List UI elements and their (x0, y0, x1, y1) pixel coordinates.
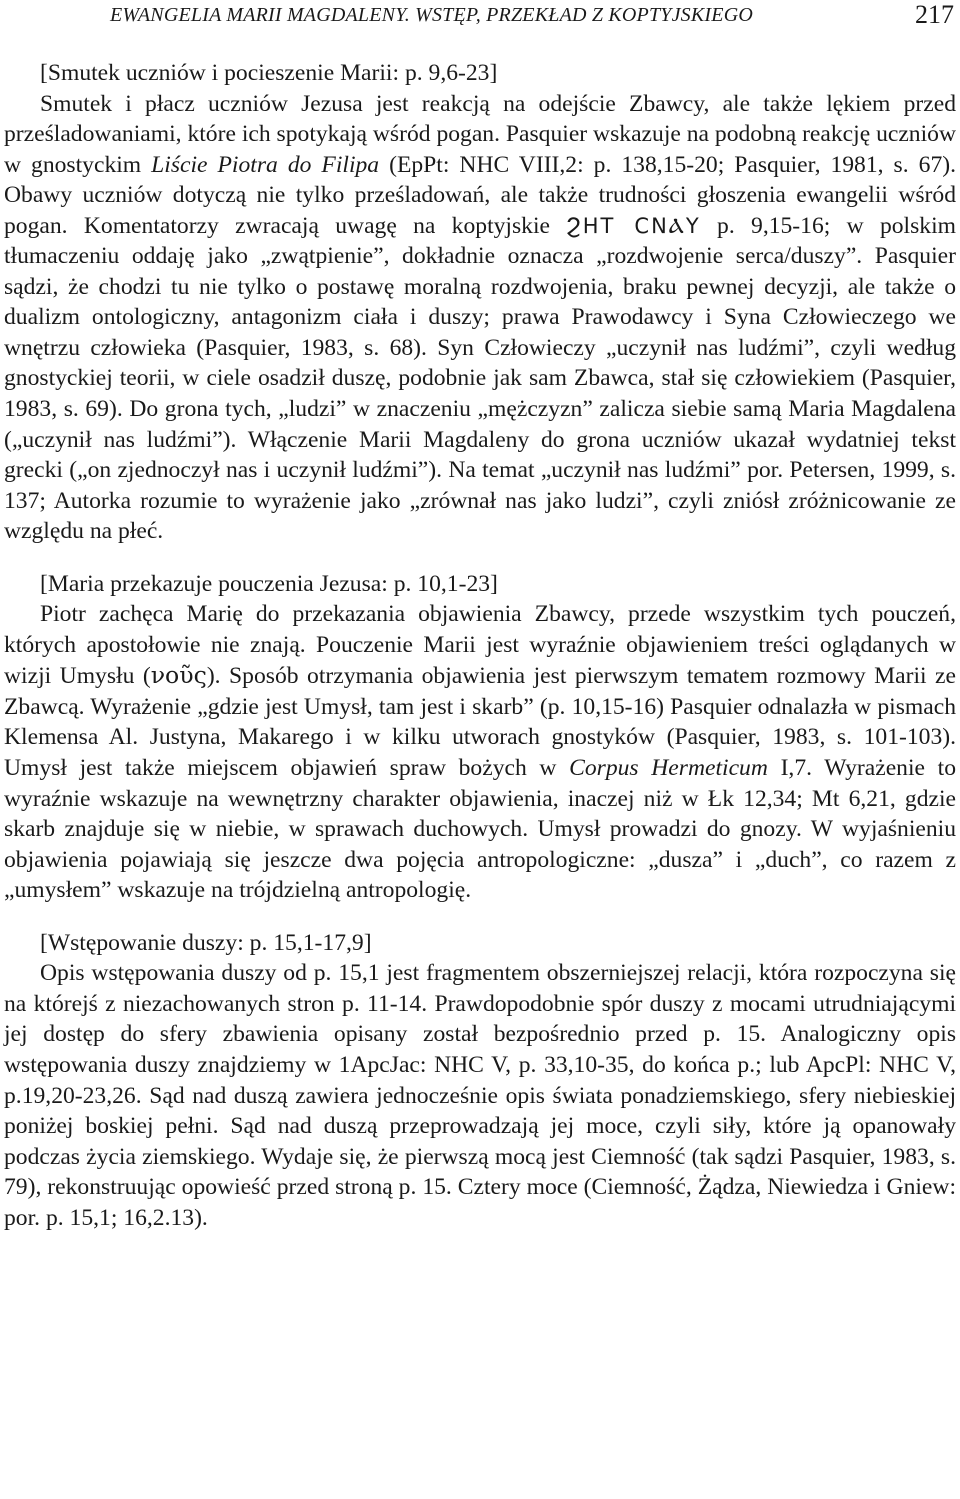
italic-title: Liście Piotra do Filipa (151, 151, 380, 178)
page-body (4, 58, 956, 1233)
page-number: 217 (915, 0, 954, 29)
text-run: Smutek i płacz uczniów Jezusa jest reakcją na odejście Zbawcy, ale także lękiem przed prześladowaniami, które ich spotykają wśród pogan. Pasquier wskazuje na podobną reakcję uczniów w gnostyckim (4, 90, 956, 178)
paragraph (4, 89, 956, 547)
text-run: Piotr zachęca Marię do przekazania objawienia Zbawcy, przede wszystkim tych pouczeń, których apostołowie nie znają. Pouczenie Marii jest wyraźnie objawieniem treści oglądanych w wizji Umysłu ( (4, 601, 956, 690)
section-heading: [Wstępowanie duszy: p. 15,1-17,9] (40, 929, 372, 956)
paragraph (4, 599, 956, 905)
section-wstepowanie (4, 928, 956, 1233)
text-run: p. 9,15-16; w polskim tłumaczeniu oddaję jako „zwątpienie”, dokładnie oznacza „rozdwojenie serca/duszy”. Pasquier sądzi, że chodzi tu nie tylko o postawę moralną rozdwojenia, braku pewnej decyzji, ale także o dualizm ontologiczny, antagonizm ciała i duszy; prawa Prawodawcy i Syna Człowieczego we wnętrzu człowieka (Pasquier, 1983, s. 68). Syn Człowieczy „uczynił nas ludźmi”, czyli według gnostyckiej teorii, w ciele osadził duszę, podobnie jak sam Zbawca, stał się człowiekiem (Pasquier, 1983, s. 69). Do grona tych, „ludzi” w znaczeniu „mężczyzn” zalicza siebie samą Maria Magdalena („uczynił nas ludźmi”). Włączenie Marii Magdaleny do grona uczniów ukazał wydatniej tekst grecki („on zjednoczył nas i uczynił ludźmi”). Na temat „uczynił nas ludźmi” por. Petersen, 1999, s. 137; Autorka rozumie to wyrażenie jako „zrównał nas jako ludzi”, czyli zniósł zróżnicowanie ze względu na płeć. (4, 212, 956, 545)
section-heading: [Maria przekazuje pouczenia Jezusa: p. 10,1-23] (40, 570, 498, 597)
text-run: (EpPt: NHC VIII,2: p. 138,15-20; Pasquier, 1981, s. 67). Obawy uczniów dotyczą nie tylko prześladowań, ale także trudności głoszenia ewangelii wśród pogan. Komentatorzy zwracają uwagę na koptyjskie (4, 151, 956, 239)
italic-title: Corpus Hermeticum (569, 755, 768, 782)
text-run: I,7. Wyrażenie to wyraźnie wskazuje na wewnętrzny charakter objawienia, inaczej niż w Łk 12,34; Mt 6,21, gdzie skarb znajduje się w niebie, w sprawach duchowych. Umysł prowadzi do gnozy. W wyjaśnieniu objawienia pojawiają się jeszcze dwa pojęcia antropologiczne: „dusza” i „duch”, co razem z „umysłem” wskazuje na trójdzielną antropologię. (4, 755, 956, 904)
text-run: ). Sposób otrzymania objawienia jest pierwszym tematem rozmowy Marii ze Zbawcą. Wyrażenie „gdzie jest Umysł, tam jest i skarb” (p. 10,15-16) Pasquier odnalazła w pismach Klemensa Al. Justyna, Makarego i w kilku utworach gnostyków (Pasquier, 1983, s. 101-103). Umysł jest także miejscem objawień spraw bożych w (4, 663, 956, 782)
section-smutek (4, 58, 956, 547)
section-heading: [Smutek uczniów i pocieszenie Marii: p. 9,6-23] (40, 60, 498, 86)
greek-term: νοῦς (150, 661, 207, 690)
paragraph: Opis wstępowania duszy od p. 15,1 jest fragmentem obszerniejszej relacji, która rozpoczyna się na którejś z niezachowanych stron p. 11-14. Prawdopodobnie spór duszy z mocami utrudniającymi jej dostęp do sfery zbawienia opisany został bezpośrednio przed p. 15. Analogiczny opis wstępowania duszy znajdziemy w 1ApcJac: NHC V, p. 33,10-35, do końca p.; lub ApcPl: NHC V, p.19,20-23,26. Sąd nad duszą zawiera jednocześnie opis świata ponadziemskiego, sfery niebieskiej poniżej boskiej pełni. Sąd nad duszą przeprowadzają jej moce, czyli siły, które ją opanowały podczas życia ziemskiego. Wydaje się, że pierwszą mocą jest Ciemność (tak sądzi Pasquier, 1983, s. 79), rekonstruując opowieść przed stroną p. 15. Cztery moce (Ciemność, Żądza, Niewiedza i Gniew: por. p. 15,1; 16,2.13). (4, 960, 956, 1231)
running-title: EWANGELIA MARII MAGDALENY. WSTĘP, PRZEKŁAD Z KOPTYJSKIEGO (110, 4, 753, 26)
coptic-term: ϨΗΤ ϹΝⲀΥ (566, 213, 701, 238)
section-maria (4, 569, 956, 906)
